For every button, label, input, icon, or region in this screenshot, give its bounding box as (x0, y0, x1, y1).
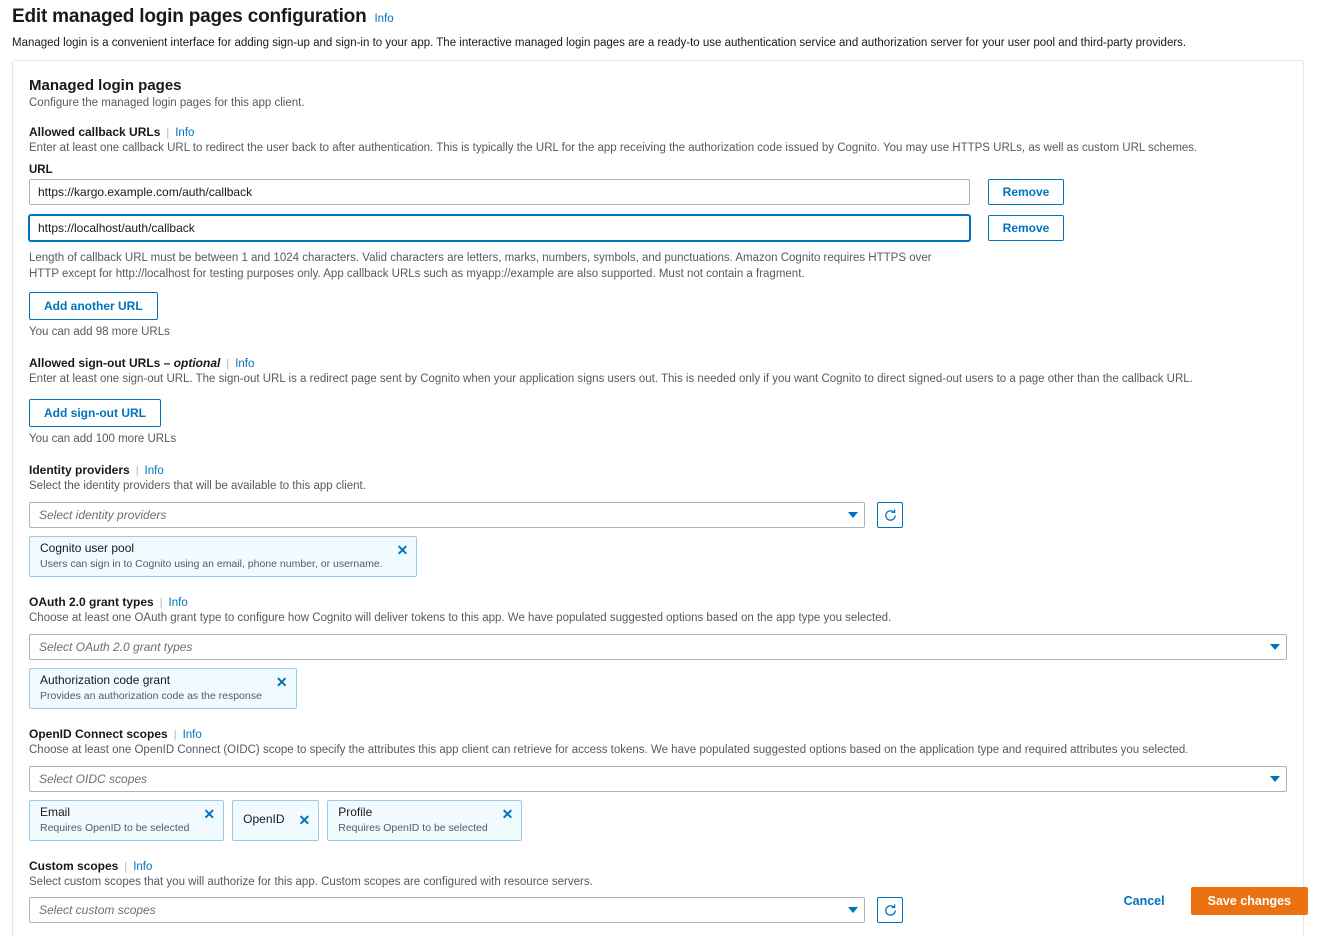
page-description: Managed login is a convenient interface for adding sign-up and sign-in to your app. The interactive managed login pages are a ready-to use authentication service and authorization server for your user pool and third-party providers. (12, 37, 1187, 49)
token-title: Cognito user pool (40, 541, 135, 556)
page-header (0, 0, 1320, 52)
oauth-grant-types-select[interactable] (29, 634, 1287, 660)
signout-urls-label-row (29, 356, 1287, 370)
callback-urls-helper: Enter at least one callback URL to redirect the user back to after authentication. This is typically the URL for the app receiving the authorization code issued by Cognito. You may use HTTPS URLs, as well as custom URL schemes. (29, 142, 1198, 154)
cancel-button[interactable]: Cancel (1118, 893, 1171, 909)
identity-providers-select-row (29, 502, 1287, 528)
oauth-grant-types-label-row (29, 595, 1287, 609)
oidc-scopes-info-link[interactable]: Info (182, 728, 202, 741)
close-icon[interactable]: ✕ (275, 674, 288, 691)
page-title: Edit managed login pages configuration (12, 6, 367, 27)
oauth-grant-types-label: OAuth 2.0 grant types (29, 595, 154, 610)
add-another-url-button[interactable]: Add another URL (29, 292, 158, 320)
label-divider: | (124, 860, 128, 873)
oauth-grant-types-select-row (29, 634, 1287, 660)
oidc-scopes-label-row (29, 727, 1287, 741)
token-description: Users can sign in to Cognito using an email, phone number, or username. (40, 558, 383, 571)
label-divider: | (226, 357, 230, 370)
oidc-scopes-select-row (29, 766, 1287, 792)
label-divider: | (159, 597, 163, 610)
identity-providers-select[interactable] (29, 502, 865, 528)
identity-providers-helper: Select the identity providers that will be available to this app client. (29, 480, 366, 493)
oidc-scopes-select[interactable] (29, 766, 1287, 792)
token-title: OpenID (243, 812, 285, 827)
token-texts (40, 674, 262, 702)
identity-providers-label: Identity providers (29, 463, 130, 478)
close-icon[interactable]: ✕ (298, 812, 311, 829)
token-authorization-code-grant (29, 668, 297, 709)
signout-urls-info-link[interactable]: Info (235, 357, 255, 370)
callback-url-row-1 (29, 179, 1287, 205)
signout-urls-remaining-note: You can add 100 more URLs (29, 433, 177, 446)
oidc-scopes-label: OpenID Connect scopes (29, 726, 168, 741)
token-title: Profile (338, 804, 373, 819)
chevron-down-icon (1270, 644, 1280, 650)
custom-scopes-label: Custom scopes (29, 858, 119, 873)
remove-callback-url-button-1[interactable]: Remove (988, 179, 1064, 205)
token-profile (327, 800, 522, 841)
label-divider: | (166, 127, 170, 139)
token-description: Requires OpenID to be selected (40, 821, 190, 834)
identity-providers-info-link[interactable]: Info (144, 465, 164, 478)
refresh-icon (883, 508, 898, 523)
page-info-link[interactable]: Info (374, 13, 394, 25)
token-openid (232, 800, 319, 841)
signout-urls-label-text: Allowed sign-out URLs – (29, 355, 174, 370)
oauth-grant-types-helper: Choose at least one OAuth grant type to configure how Cognito will deliver tokens to this app. We have populated suggested options based on the app type you selected. (29, 612, 892, 625)
token-texts (40, 806, 189, 834)
token-title: Email (40, 804, 71, 819)
callback-url-sub-label: URL (29, 163, 53, 176)
close-icon[interactable]: ✕ (396, 542, 409, 559)
card-subtitle: Configure the managed login pages for this app client. (29, 97, 305, 109)
close-icon[interactable]: ✕ (203, 805, 216, 822)
custom-scopes-info-link[interactable]: Info (133, 860, 153, 873)
oidc-scopes-group (29, 727, 1287, 841)
custom-scopes-helper: Select custom scopes that you will authorize for this app. Custom scopes are configured with resource servers. (29, 875, 593, 888)
allowed-callback-urls-group (29, 125, 1287, 338)
oidc-scopes-helper: Choose at least one OpenID Connect (OIDC) scope to specify the attributes this app client can retrieve for access tokens. We have populated suggested options based on the application type and required attributes you selected. (29, 743, 1189, 756)
oauth-grant-types-info-link[interactable]: Info (168, 597, 188, 610)
oidc-scopes-tokens (29, 800, 1287, 841)
identity-providers-tokens (29, 536, 1287, 577)
callback-url-input-1[interactable] (29, 179, 970, 205)
token-title: Authorization code grant (40, 673, 171, 688)
chevron-down-icon (1270, 776, 1280, 782)
callback-urls-label-row (29, 125, 1287, 139)
add-signout-url-button[interactable]: Add sign-out URL (29, 399, 161, 427)
signout-urls-helper: Enter at least one sign-out URL. The sign-out URL is a redirect page sent by Cognito when your application signs users out. This is needed only if you want Cognito to direct signed-out users to a page other than the callback URL. (29, 372, 1193, 385)
token-email (29, 800, 224, 841)
custom-scopes-placeholder: Select custom scopes (39, 903, 156, 918)
remove-callback-url-button-2[interactable]: Remove (988, 215, 1064, 241)
title-row (12, 6, 1308, 28)
oauth-grant-types-tokens (29, 668, 1287, 709)
signout-urls-label (29, 356, 220, 370)
identity-providers-label-row (29, 463, 1287, 477)
form-actions (12, 880, 1308, 922)
callback-url-input-2[interactable] (29, 215, 970, 241)
allowed-signout-urls-group (29, 356, 1287, 446)
token-texts (338, 806, 487, 834)
card-title: Managed login pages (29, 77, 182, 94)
managed-login-pages-card (12, 60, 1304, 936)
token-description: Provides an authorization code as the response (40, 689, 262, 702)
token-cognito-user-pool (29, 536, 417, 577)
token-texts (243, 813, 284, 827)
oauth-grant-types-placeholder: Select OAuth 2.0 grant types (39, 640, 193, 655)
callback-urls-info-link[interactable]: Info (175, 127, 195, 139)
callback-urls-remaining-note: You can add 98 more URLs (29, 325, 170, 338)
label-divider: | (173, 728, 177, 741)
oidc-scopes-placeholder: Select OIDC scopes (39, 771, 148, 786)
refresh-identity-providers-button[interactable] (877, 502, 903, 528)
identity-providers-group (29, 463, 1287, 577)
close-icon[interactable]: ✕ (501, 805, 514, 822)
token-description: Requires OpenID to be selected (338, 821, 488, 834)
signout-urls-optional-text: optional (173, 355, 221, 370)
oauth-grant-types-group (29, 595, 1287, 709)
callback-urls-label: Allowed callback URLs (29, 125, 161, 139)
chevron-down-icon (848, 512, 858, 518)
custom-scopes-label-row (29, 859, 1287, 873)
callback-url-row-2 (29, 215, 1287, 241)
callback-url-constraint-text: Length of callback URL must be between 1 and 1024 characters. Valid characters are letters, marks, numbers, symbols, and punctuations. Amazon Cognito requires HTTPS over HTTP except for http://localhost for testing purposes only. App callback URLs such as myapp://example are also supported. Must not contain a fragment. (29, 251, 932, 280)
label-divider: | (135, 465, 139, 478)
token-texts (40, 542, 383, 570)
save-changes-button[interactable]: Save changes (1191, 887, 1308, 915)
identity-providers-placeholder: Select identity providers (39, 508, 167, 523)
